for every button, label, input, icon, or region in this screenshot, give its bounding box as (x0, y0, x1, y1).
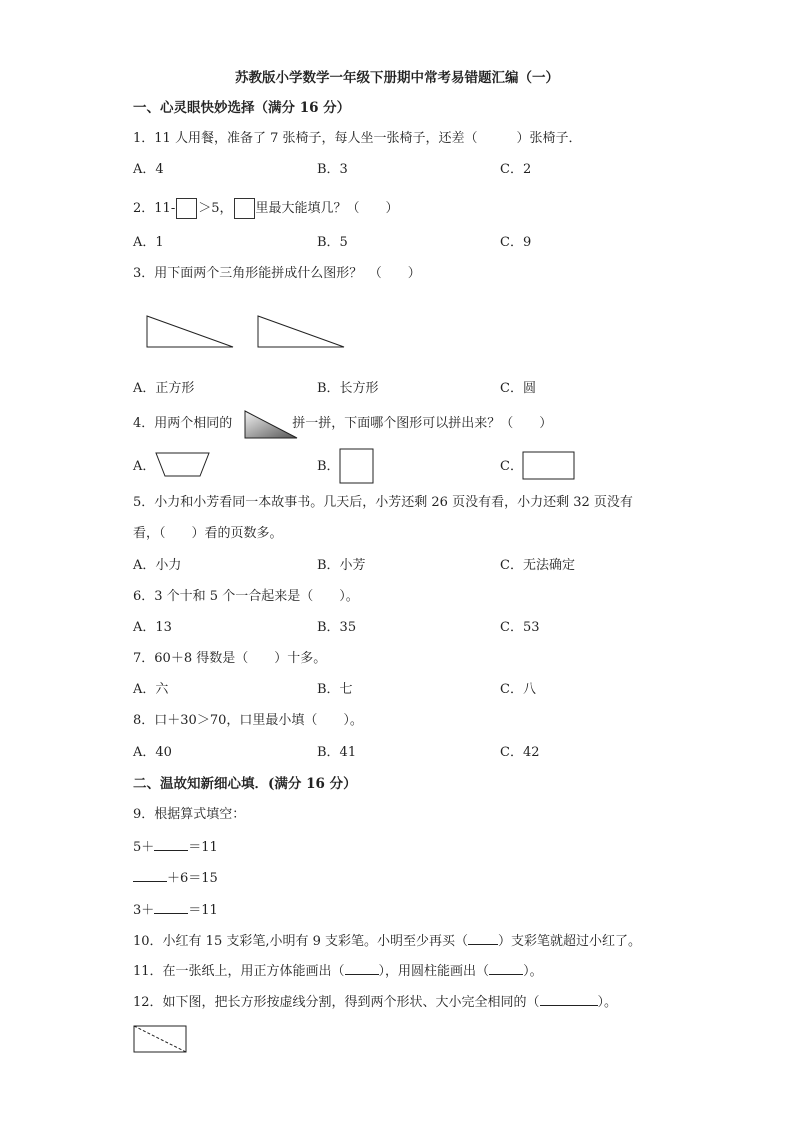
q2-answer-box-2 (234, 198, 255, 219)
question-10 (133, 932, 641, 950)
q12-prefix: 12．如下图，把长方形按虚线分割，得到两个形状、大小完全相同的（ (133, 995, 540, 1010)
q11-prefix: 11．在一张纸上，用正方体能画出（ (133, 964, 345, 979)
q9-eq3-right: ＝11 (188, 903, 218, 918)
q2-option-b[interactable]: B．5 (317, 235, 348, 250)
right-triangle-2 (257, 315, 347, 350)
q9-eq3-left: 3＋ (133, 903, 155, 918)
q4-suffix: 拼一拼，下面哪个图形可以拼出来？（ ） (292, 416, 553, 431)
q12-blank[interactable] (540, 993, 598, 1006)
q8-option-c[interactable]: C．42 (500, 745, 540, 760)
q6-option-b[interactable]: B．35 (317, 620, 357, 635)
q2-answer-box (176, 198, 197, 219)
q9-eq1-right: ＝11 (188, 840, 218, 855)
page-title: 苏教版小学数学一年级下册期中常考易错题汇编（一） (235, 70, 559, 86)
q11-blank-2[interactable] (489, 962, 523, 975)
q3-option-c[interactable]: C．圆 (500, 381, 536, 396)
q9-eq1-blank[interactable] (154, 838, 188, 851)
q9-eq2-blank[interactable] (133, 869, 167, 882)
q5-option-b[interactable]: B．小芳 (317, 558, 366, 573)
shaded-triangle-icon (243, 410, 299, 440)
q8-option-a[interactable]: A．40 (133, 745, 172, 760)
q10-suffix: ）支彩笔就超过小红了。 (498, 934, 642, 949)
q9-equation-3 (133, 901, 218, 919)
q2-option-a[interactable]: A．1 (133, 235, 164, 250)
q6-option-c[interactable]: C．53 (500, 620, 540, 635)
question-9: 9．根据算式填空： (133, 807, 246, 822)
square-shape (339, 448, 375, 485)
question-5-line-2: 看，（ ）看的页数多。 (133, 526, 283, 541)
q4-prefix: 4．用两个相同的 (133, 416, 233, 431)
question-12 (133, 993, 617, 1011)
q11-suffix: ）。 (523, 964, 543, 979)
q2-option-c[interactable]: C．9 (500, 235, 532, 250)
q9-eq1-left: 5＋ (133, 840, 155, 855)
section-1-heading: 一、心灵眼快妙选择（满分 16 分） (133, 100, 351, 116)
q9-eq3-blank[interactable] (154, 901, 188, 914)
q1-option-a[interactable]: A．4 (133, 162, 164, 177)
question-11 (133, 962, 543, 980)
question-5-line-1: 5．小力和小芳看同一本故事书。几天后，小芳还剩 26 页没有看，小力还剩 32 页没有 (133, 495, 633, 510)
question-6: 6．3 个十和 5 个一合起来是（ ）。 (133, 589, 359, 604)
q6-option-a[interactable]: A．13 (133, 620, 172, 635)
q1-option-b[interactable]: B．3 (317, 162, 348, 177)
q4-option-c[interactable]: C． (500, 459, 523, 474)
q3-option-b[interactable]: B．长方形 (317, 381, 379, 396)
q4-option-b[interactable]: B． (317, 459, 340, 474)
question-8: 8．口＋30＞70，口里最小填（ ）。 (133, 713, 363, 728)
question-7: 7．60＋8 得数是（ ）十多。 (133, 651, 327, 666)
q10-prefix: 10．小红有 15 支彩笔,小明有 9 支彩笔。小明至少再买（ (133, 934, 469, 949)
q8-option-b[interactable]: B．41 (317, 745, 357, 760)
q9-equation-2 (133, 869, 218, 887)
q12-suffix: ）。 (597, 995, 618, 1010)
q2-suffix: 里最大能填几？（ ） (255, 201, 399, 216)
q10-blank[interactable] (468, 932, 498, 945)
right-triangle-1 (146, 315, 236, 350)
question-4 (133, 416, 552, 432)
question-2 (133, 198, 399, 219)
q7-option-b[interactable]: B．七 (317, 682, 353, 697)
q11-middle: ），用圆柱能画出（ (378, 964, 490, 979)
question-3: 3．用下面两个三角形能拼成什么图形？ （ ） (133, 266, 421, 281)
q11-blank-1[interactable] (345, 962, 379, 975)
q3-option-a[interactable]: A．正方形 (133, 381, 195, 396)
trapezoid-shape (155, 452, 211, 478)
q5-option-a[interactable]: A．小力 (133, 558, 182, 573)
section-2-heading: 二、温故知新细心填．(满分 16 分） (133, 776, 357, 792)
q4-option-a[interactable]: A． (133, 459, 156, 474)
q2-middle: ＞5， (198, 201, 233, 216)
rectangle-dashed-diagonal (133, 1025, 189, 1054)
q5-option-c[interactable]: C．无法确定 (500, 558, 575, 573)
question-1: 1．11 人用餐，准备了 7 张椅子，每人坐一张椅子，还差（ ）张椅子． (133, 131, 582, 146)
q9-eq2-right: ＋6＝15 (167, 871, 218, 886)
q2-prefix: 2．11- (133, 201, 176, 216)
q7-option-c[interactable]: C．八 (500, 682, 536, 697)
q9-equation-1 (133, 838, 218, 856)
q1-option-c[interactable]: C．2 (500, 162, 532, 177)
rectangle-shape (522, 451, 576, 480)
q7-option-a[interactable]: A．六 (133, 682, 169, 697)
